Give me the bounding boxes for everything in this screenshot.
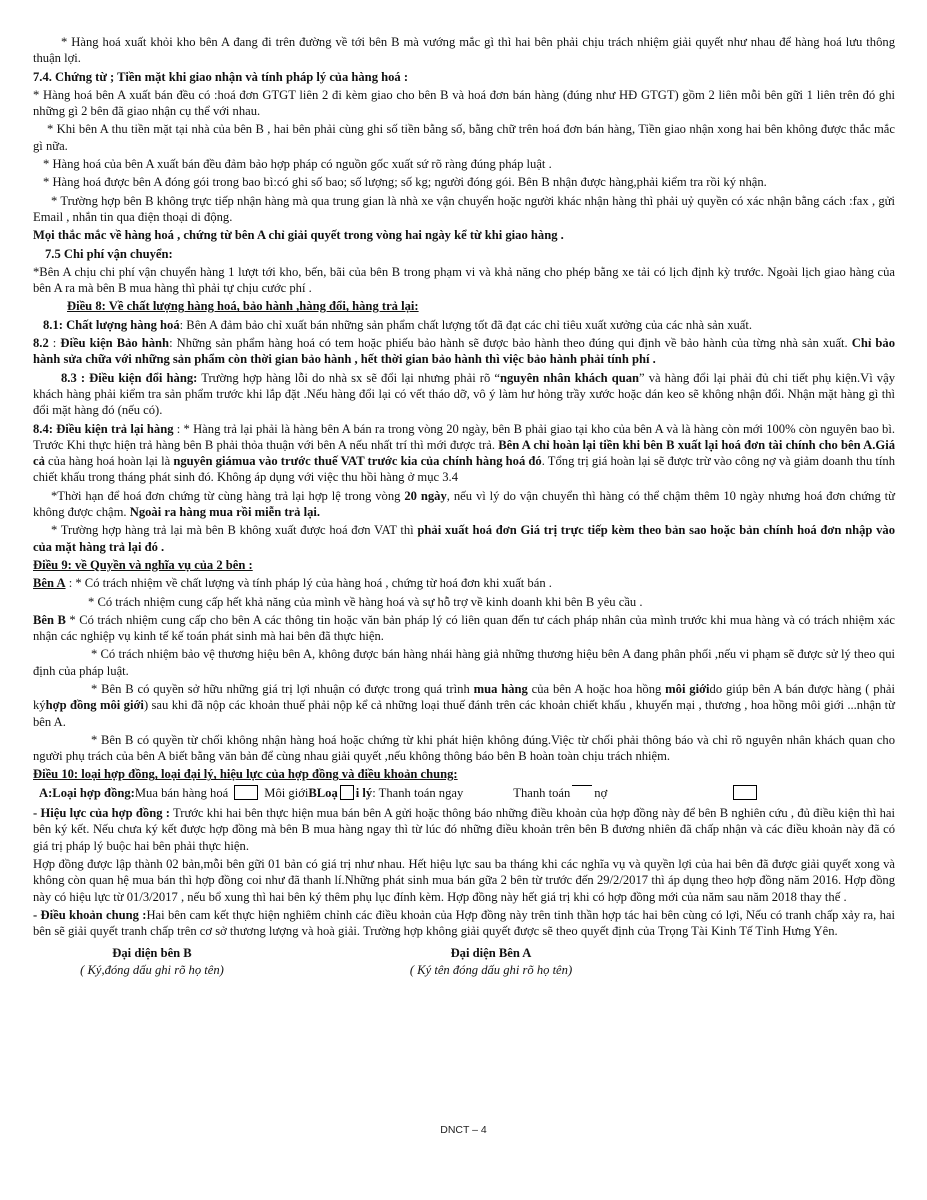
option-credit-label-a: Thanh toán <box>513 785 571 800</box>
option-agent-checkbox[interactable] <box>340 785 354 800</box>
para-party-b-3: * Bên B có quyền sở hữu những giá trị lợi nhuận có được trong quá trình mua hàng của bên A hoặc hoa hồng môi giớido giúp bên A bán được hàng ( phải kýhợp đồng môi giới) sau khi đã nộp các khoản thuế phải nộp kể cả những loại thuế đánh trên các khoản chiết khấu , khuyến mại , thương , hoa hồng môi giới ...nhận từ bên A. <box>33 681 895 729</box>
option-credit-checkbox[interactable] <box>572 785 592 800</box>
heading-article-8: Điều 8: Về chất lượng hàng hoá, bảo hành ,hàng đổi, hàng trả lại: <box>67 299 419 314</box>
heading-7-4: 7.4. Chứng từ ; Tiền mặt khi giao nhận và tính pháp lý của hàng hoá : <box>33 69 409 84</box>
para-validity: - Hiệu lực của hợp đồng : Trước khi hai bên thực hiện mua bán bên A gửi hoặc thông báo những điều khoản của hợp đồng này để bên B nghiên cứu , đủ điều kiện thì hai bên ký kết. Nếu chưa ký kết được hợp đồng mà bên B mua hàng ngay thì từ lúc đó những điều khoản trên bên B đương nhiên đã chấp nhận và các điều khoản này đã có giá trị pháp lý buộc hai bên phải thực hiện. <box>33 806 895 853</box>
para-8-2: 8.2 : Điều kiện Bảo hành: Những sản phẩm hàng hoá có tem hoặc phiếu bảo hành sẽ được bảo hành theo đúng qui định về bảo hành của từng nhà sản xuất. Chỉ bảo hành sửa chữa với những sản phẩm còn thời gian bảo hành , hết thời gian bảo hành thì việc bảo hành phải tính phí . <box>33 336 895 367</box>
para-cash-collection: * Khi bên A thu tiền mặt tại nhà của bên B , hai bên phải cùng ghi số tiền bằng số, bằng chữ trên hoá đơn bán hàng, Tiền giao nhận xong hai bên không được thắc mắc gì nữa. <box>33 122 895 153</box>
signature-party-b <box>33 945 271 978</box>
signature-a-note: ( Ký tên đóng dấu ghi rõ họ tên) <box>409 962 573 977</box>
para-goods-in-transit: * Hàng hoá xuất khỏi kho bên A đang đi trên đường về tới bên B mà vướng mắc gì thì hai bên phải chịu trách nhiệm giải quyết như nhau để hàng hoá lưu thông thuận lợi. <box>33 35 895 66</box>
contract-type-label: A:Loại hợp đồng: <box>39 785 135 800</box>
signature-b-title: Đại diện bên B <box>112 946 192 961</box>
page-footer: DNCT – 4 <box>440 1124 487 1136</box>
para-8-4: 8.4: Điều kiện trả lại hàng : * Hàng trả lại phải là hàng bên A bán ra trong vòng 20 ngày, bên B phải giao tại kho của bên A và là hàng còn mới 100% còn nguyên bao bì. Trước Khi thực hiện trả hàng bên B phải thỏa thuận với bên A nếu nhất trí thì mới được trả. Bên A chỉ hoàn lại tiền khi bên B xuất lại hoá đơn tài chính cho bên A.Giá cả của hàng hoá hoàn lại là nguyên giámua vào trước thuế VAT trước kia của chính hàng hoá đó. Tổng trị giá hoàn lại sẽ được trừ vào công nợ và giảm doanh thu tính chiết khấu trong tháng phát sinh đó. Không áp dụng với việc thu hồi hàng ở mục 3.4 <box>33 421 895 485</box>
signature-a-title: Đại diện Bên A <box>450 946 532 961</box>
heading-article-9: Điều 9: về Quyền và nghĩa vụ của 2 bên : <box>33 557 253 572</box>
signature-block <box>33 945 895 978</box>
para-no-vat-return: * Trường hợp hàng trả lại mà bên B không xuất được hoá đơn VAT thì phải xuất hoá đơn Giá trị trực tiếp kèm theo bản sao hoặc bản chính hoá đơn nhập vào của mặt hàng trả lại đó . <box>33 523 896 554</box>
para-return-deadline: *Thời hạn để hoá đơn chứng từ cùng hàng trả lại hợp lệ trong vòng 20 ngày, nếu vì lý do vận chuyển thì hàng có thể chậm thêm 10 ngày nhưng hoá đơn chứng từ không được chậm. Ngoài ra hàng mua rồi miễn trả lại. <box>33 488 896 520</box>
contract-type-row <box>39 785 895 801</box>
para-party-b-1: Bên B * Có trách nhiệm cung cấp cho bên A các thông tin hoặc văn bản pháp lý có liên quan đến tư cách pháp nhân của mình trước khi mua hàng và có trách nhiệm xác nhận các nghiệp vụ kinh tế kế toán phát sinh mà hai bên đã thực hiện. <box>33 612 895 644</box>
signature-party-a <box>371 945 611 978</box>
para-party-b-4: * Bên B có quyền từ chối không nhận hàng hoá hoặc chứng từ khi phát hiện không đúng.Việc từ chối phải thông báo và chỉ rõ nguyên nhân khách quan cho người phụ trách của bên A biết bằng văn bản để cùng nhau giải quyết ,nếu không thông báo bên B hoàn toàn chịu trách nhiệm. <box>33 732 895 764</box>
option-agent-label-a: BLoạ <box>308 785 338 800</box>
contract-page <box>33 34 895 978</box>
para-8-3: 8.3 : Điều kiện đổi hàng: Trường hợp hàng lỗi do nhà sx sẽ đổi lại nhưng phải rõ “nguyên nhân khách quan” và hàng đổi lại phải đủ chi tiết phụ kiện.Vì vậy khách hàng phải kiểm tra sản phẩm trước khi lắp đặt .Nếu hàng đổi lại có vết tháo dỡ, vô ý làm hư hỏng trầy xước hoặc dán keo sẽ không nhận đổi. Nhận mặt hàng gì thì đổi mặt hàng đó (nếu có). <box>33 370 895 418</box>
para-party-a-2: * Có trách nhiệm cung cấp hết khả năng của mình về hàng hoá và sự hỗ trợ về kinh doanh khi bên B yêu cầu . <box>88 594 643 609</box>
option-sale-checkbox[interactable] <box>234 785 258 800</box>
para-complaints: Mọi thắc mắc về hàng hoá , chứng từ bên A chỉ giải quyết trong vòng hai ngày kể từ khi giao hàng . <box>33 228 564 243</box>
option-pay-now-label: : Thanh toán ngay <box>372 785 464 800</box>
para-party-a-1: Bên A : * Có trách nhiệm về chất lượng và tính pháp lý của hàng hoá , chứng từ hoá đơn khi xuất bán . <box>33 576 552 591</box>
para-intermediary: * Trường hợp bên B không trực tiếp nhận hàng mà qua trung gian là nhà xe vận chuyển hoặc người khác nhận hàng thì phải uỷ quyền có xác nhận bằng cách :fax , gửi Email , nhắn tin qua điện thoại di động. <box>33 193 895 224</box>
para-packaging: * Hàng hoá được bên A đóng gói trong bao bì:có ghi số bao; số lượng; số kg; người đóng gói. Bên B nhận được hàng,phải kiểm tra rồi ký nhận. <box>43 175 767 190</box>
heading-7-5: 7.5 Chi phí vận chuyển: <box>45 246 173 261</box>
option-credit-label-b: nợ <box>594 785 608 800</box>
signature-b-note: ( Ký,đóng dấu ghi rõ họ tên) <box>80 962 224 977</box>
para-general-terms: - Điều khoản chung :Hai bên cam kết thực hiện nghiêm chỉnh các điều khoản của Hợp đồng này trên tinh thần hợp tác hai bên cùng có lợi, Nếu có tranh chấp xảy ra, hai bên sẽ giải quyết tranh chấp trên cơ sở thương lượng và hoà giải. Trường hợp không giải quyết được sẽ theo quyết định của Trọng Tài Kinh Tế Tỉnh Hưng Yên. <box>33 907 895 939</box>
para-vat-invoice: * Hàng hoá bên A xuất bán đều có :hoá đơn GTGT liên 2 đi kèm giao cho bên B và hoá đơn bán hàng (đúng như HĐ GTGT) gồm 2 liên mỗi bên gữi 1 liên trên đó ghi những gì 2 bên đã giao nhận cụ thể với nhau. <box>33 87 895 119</box>
option-pay-now-checkbox[interactable] <box>733 785 757 800</box>
para-shipping-cost: *Bên A chịu chi phí vận chuyển hàng 1 lượt tới kho, bến, bãi của bên B trong phạm vi và khả năng cho phép bằng xe tải có lịch định kỳ trước. Ngoài lịch giao hàng của bên A ra mà bên B mua hàng thì phải tự chịu cước phí . <box>33 264 895 296</box>
para-8-1: 8.1: Chất lượng hàng hoá: Bên A đảm bảo chỉ xuất bán những sản phẩm chất lượng tốt đã đạt các chỉ tiêu xuất xưởng của các nhà sản xuất. <box>43 317 753 332</box>
heading-article-10: Điều 10: loại hợp đồng, loại đại lý, hiệu lực của hợp đồng và điều khoản chung: <box>33 767 458 782</box>
option-broker-label: Môi giới <box>264 785 309 800</box>
para-legal-origin: * Hàng hoá của bên A xuất bán đều đảm bảo hợp pháp có nguồn gốc xuất sứ rõ ràng đúng pháp luật . <box>43 157 552 172</box>
para-party-b-2: * Có trách nhiệm bảo vệ thương hiệu bên A, không được bán hàng nhái hàng giả những thương hiệu bên A đang phân phối ,nếu vi phạm sẽ được sử lý theo qui định của pháp luật. <box>33 647 895 678</box>
option-sale-label: Mua bán hàng hoá <box>134 785 229 800</box>
option-agent-label-b: i lý <box>355 785 373 800</box>
para-copies: Hợp đồng được lập thành 02 bản,mỗi bên gữi 01 bản có giá trị như nhau. Hết hiệu lực sau ba tháng khi các nghĩa vụ và quyền lợi của hai bên đã được giải quyết xong và không còn quan hệ mua bán thì hợp đồng coi như đã thanh lí.Những phát sinh mua bán gữa 2 bên từ trước đến 29/2/2017 thì áp dụng theo hợp đồng năm 2016. Hợp đồng này có hiệu lực từ 01/3/2017 , nếu bổ xung thì hai bên ký thêm phụ lục đính kèm. Hợp đồng này hết giá trị khi có hợp đồng mới của năm sau năm 2018 thay thế . <box>33 856 895 904</box>
